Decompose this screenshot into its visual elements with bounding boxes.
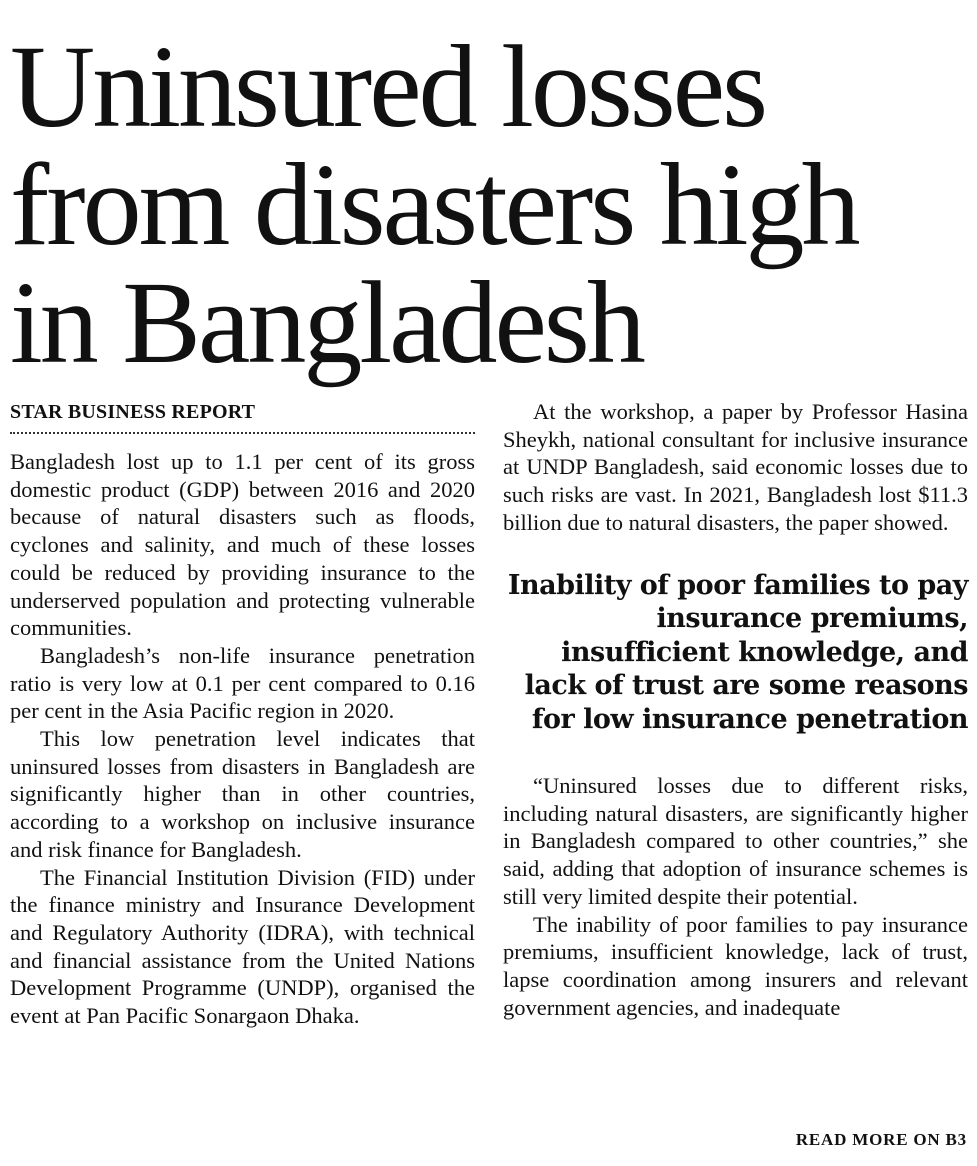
paragraph: Bangladesh’s non-life insurance penetration ratio is very low at 0.1 per cent compared to 0.16 per cent in the Asia Pacific region in 2020. — [10, 642, 475, 724]
headline-line-1: Uninsured losses — [10, 21, 766, 152]
headline-line-2: from disasters high — [10, 139, 858, 270]
headline-line-3: in Bangladesh — [10, 257, 643, 388]
byline-divider — [10, 432, 475, 434]
left-column — [10, 398, 475, 1030]
pull-quote: Inability of poor families to pay insurance premiums, insufficient knowledge, and lack of trust are some reasons for low insurance penetration — [507, 569, 968, 735]
paragraph: The Financial Institution Division (FID) under the finance ministry and Insurance Development and Regulatory Authority (IDRA), with technical and financial assistance from the United Nations Development Programme (UNDP), organised the event at Pan Pacific Sonargaon Dhaka. — [10, 864, 475, 1029]
byline: STAR BUSINESS REPORT — [10, 401, 256, 423]
paragraph: The inability of poor families to pay insurance premiums, insufficient knowledge, lack of trust, lapse coordination among insurers and relevant government agencies, and inadequate — [503, 911, 968, 1020]
paragraph: This low penetration level indicates that uninsured losses from disasters in Bangladesh are significantly higher than in other countries, according to a workshop on inclusive insurance and risk finance for Bangladesh. — [10, 726, 475, 862]
right-body-intro — [503, 398, 968, 537]
left-body — [10, 448, 475, 1030]
right-column — [503, 398, 968, 1021]
read-more-link[interactable]: READ MORE ON B3 — [795, 1130, 967, 1149]
headline — [10, 21, 970, 388]
paragraph: “Uninsured losses due to different risks, including natural disasters, are significantly higher in Bangladesh compared to other countries,” she said, adding that adoption of insurance schemes is still very limited despite their potential. — [503, 773, 968, 909]
paragraph: Bangladesh lost up to 1.1 per cent of its gross domestic product (GDP) between 2016 and 2020 because of natural disasters such as floods, cyclones and salinity, and much of these losses could be reduced by providing insurance to the underserved population and protecting vulnerable communities. — [10, 449, 475, 641]
paragraph: At the workshop, a paper by Professor Hasina Sheykh, national consultant for inclusive insurance at UNDP Bangladesh, said economic losses due to such risks are vast. In 2021, Bangladesh lost $11.3 billion due to natural disasters, the paper showed. — [503, 399, 968, 535]
right-body — [503, 772, 968, 1021]
